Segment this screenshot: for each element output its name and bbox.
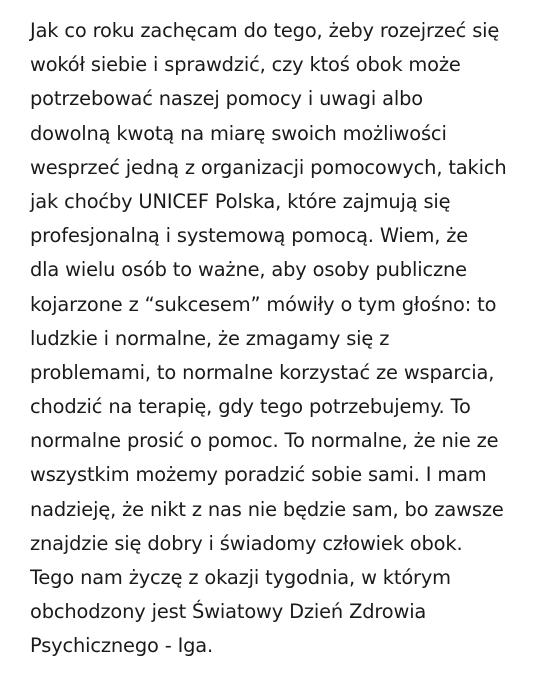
text-line: chodzić na terapię, gdy tego potrzebujemy. To bbox=[30, 395, 471, 419]
text-line: obchodzony jest Światowy Dzień Zdrowia bbox=[30, 600, 427, 624]
text-line: normalne prosić o pomoc. To normalne, że nie ze bbox=[30, 429, 499, 453]
text-line: problemami, to normalne korzystać ze wsparcia, bbox=[30, 360, 495, 384]
text-line: dla wielu osób to ważne, aby osoby publiczne bbox=[30, 258, 467, 282]
text-line: nadzieję, że nikt z nas nie będzie sam, bo zawsze bbox=[30, 497, 504, 521]
statement-text bbox=[30, 14, 542, 664]
text-line: jak choćby UNICEF Polska, które zajmują się bbox=[30, 189, 451, 213]
text-line: kojarzone z “sukcesem” mówiły o tym głośno: to bbox=[30, 292, 497, 316]
text-line: dowolną kwotą na miarę swoich możliwości bbox=[30, 121, 447, 145]
text-line: Psychicznego - Iga. bbox=[30, 634, 214, 658]
text-line: znajdzie się dobry i świadomy człowiek obok. bbox=[30, 531, 463, 555]
text-line: wesprzeć jedną z organizacji pomocowych, takich bbox=[30, 155, 507, 179]
text-line: Jak co roku zachęcam do tego, żeby rozejrzeć się bbox=[30, 19, 500, 42]
text-line: ludzkie i normalne, że zmagamy się z bbox=[30, 326, 390, 350]
text-line: wokół siebie i sprawdzić, czy ktoś obok może bbox=[30, 53, 461, 77]
text-line: Tego nam życzę z okazji tygodnia, w którym bbox=[30, 566, 451, 589]
text-line: potrzebować naszej pomocy i uwagi albo bbox=[30, 87, 423, 111]
text-line: profesjonalną i systemową pomocą. Wiem, że bbox=[30, 224, 469, 248]
text-line: wszystkim możemy poradzić sobie sami. I mam bbox=[30, 463, 487, 487]
